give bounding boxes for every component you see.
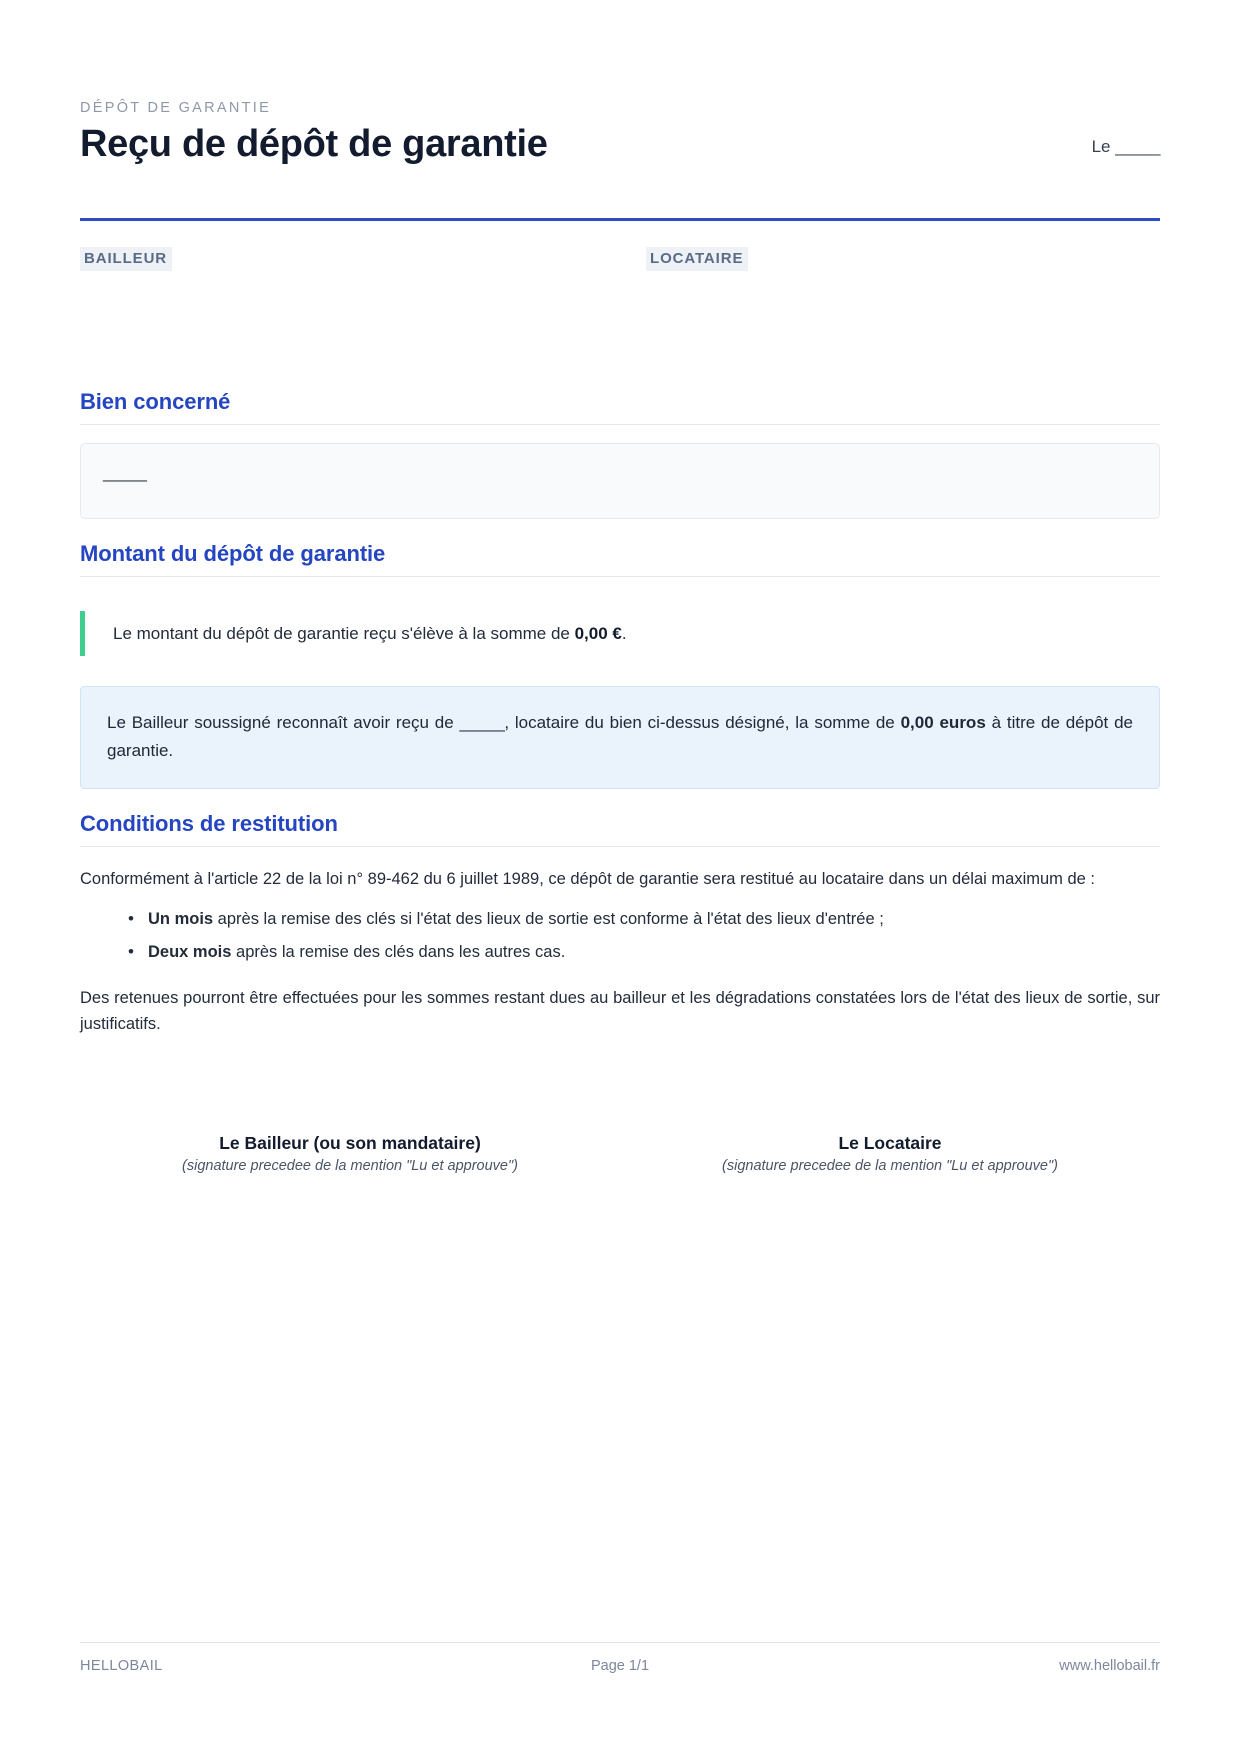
condition-text: après la remise des clés dans les autres cas. — [231, 943, 566, 962]
page-title: Reçu de dépôt de garantie — [80, 123, 548, 165]
amount-section-divider — [80, 576, 1160, 577]
header-divider — [80, 218, 1160, 221]
amount-section-title: Montant du dépôt de garantie — [80, 540, 386, 566]
acknowledgment-part1: Le Bailleur soussigné reconnaît avoir reçu de — [107, 713, 460, 733]
property-description-blank[interactable]: _____ — [103, 463, 147, 482]
conditions-outro-text: Des retenues pourront être effectuées pour les sommes restant dues au bailleur et les dégradations constatées lors de l'état des lieux de sortie, sur justificatifs. — [80, 988, 1160, 1033]
document-date-field — [1092, 137, 1160, 166]
amount-callout — [80, 611, 1160, 657]
property-section-title: Bien concerné — [80, 388, 231, 414]
footer-website[interactable]: www.hellobail.fr — [1059, 1658, 1160, 1674]
property-section-divider — [80, 424, 1160, 425]
amount-section — [80, 541, 1160, 790]
property-section — [80, 389, 1160, 519]
acknowledgment-tenant-blank[interactable]: _____ — [459, 713, 505, 733]
document-footer — [80, 1642, 1160, 1674]
amount-value: 0,00 € — [574, 623, 622, 643]
acknowledgment-amount: 0,00 euros — [900, 713, 986, 733]
conditions-section-divider — [80, 846, 1160, 847]
landlord-party-block — [80, 247, 620, 367]
conditions-section-title: Conditions de restitution — [80, 811, 338, 837]
conditions-intro-text: Conformément à l'article 22 de la loi n° 89-462 du 6 juillet 1989, ce dépôt de garantie sera restitué au locataire dans un délai maximum de : — [80, 870, 1096, 889]
conditions-list — [80, 907, 1160, 966]
condition-text: après la remise des clés si l'état des lieux de sortie est conforme à l'état des lieux d'entrée ; — [213, 909, 884, 928]
landlord-signature-block[interactable] — [80, 1133, 620, 1174]
condition-term: Deux mois — [148, 943, 232, 962]
tenant-party-block — [620, 247, 1160, 367]
signatures-row — [80, 1133, 1160, 1174]
list-item — [148, 940, 1160, 966]
acknowledgment-part2: , locataire du bien ci-dessus désigné, la somme de — [504, 713, 901, 733]
list-item — [148, 907, 1160, 933]
amount-callout-prefix: Le montant du dépôt de garantie reçu s'élève à la somme de — [113, 623, 575, 643]
landlord-signature-subtitle: (signature precedee de la mention "Lu et approuve") — [182, 1158, 518, 1175]
amount-callout-suffix: . — [621, 623, 627, 643]
document-header — [80, 0, 1160, 166]
document-category-eyebrow: DÉPÔT DE GARANTIE — [80, 100, 272, 116]
document-content — [80, 0, 1160, 1174]
parties-row — [80, 247, 1160, 367]
date-blank[interactable]: _____ — [1115, 136, 1160, 156]
footer-page-number: Page 1/1 — [590, 1658, 650, 1674]
tenant-signature-title: Le Locataire — [838, 1133, 942, 1154]
acknowledgment-part3: à titre de dépôt de garantie. — [107, 713, 1133, 760]
date-label: Le — [1091, 136, 1111, 156]
tenant-signature-block[interactable] — [620, 1133, 1160, 1174]
tenant-signature-subtitle: (signature precedee de la mention "Lu et approuve") — [722, 1158, 1058, 1175]
property-description-box[interactable] — [80, 443, 1160, 519]
tenant-label: LOCATAIRE — [646, 247, 748, 271]
conditions-section — [80, 811, 1160, 1037]
landlord-signature-title: Le Bailleur (ou son mandataire) — [219, 1133, 481, 1154]
landlord-label: BAILLEUR — [80, 247, 172, 271]
footer-row — [80, 1643, 1160, 1674]
header-left — [80, 100, 1092, 166]
footer-brand: HELLOBAIL — [80, 1658, 163, 1674]
condition-term: Un mois — [148, 909, 214, 928]
acknowledgment-box — [80, 686, 1160, 789]
